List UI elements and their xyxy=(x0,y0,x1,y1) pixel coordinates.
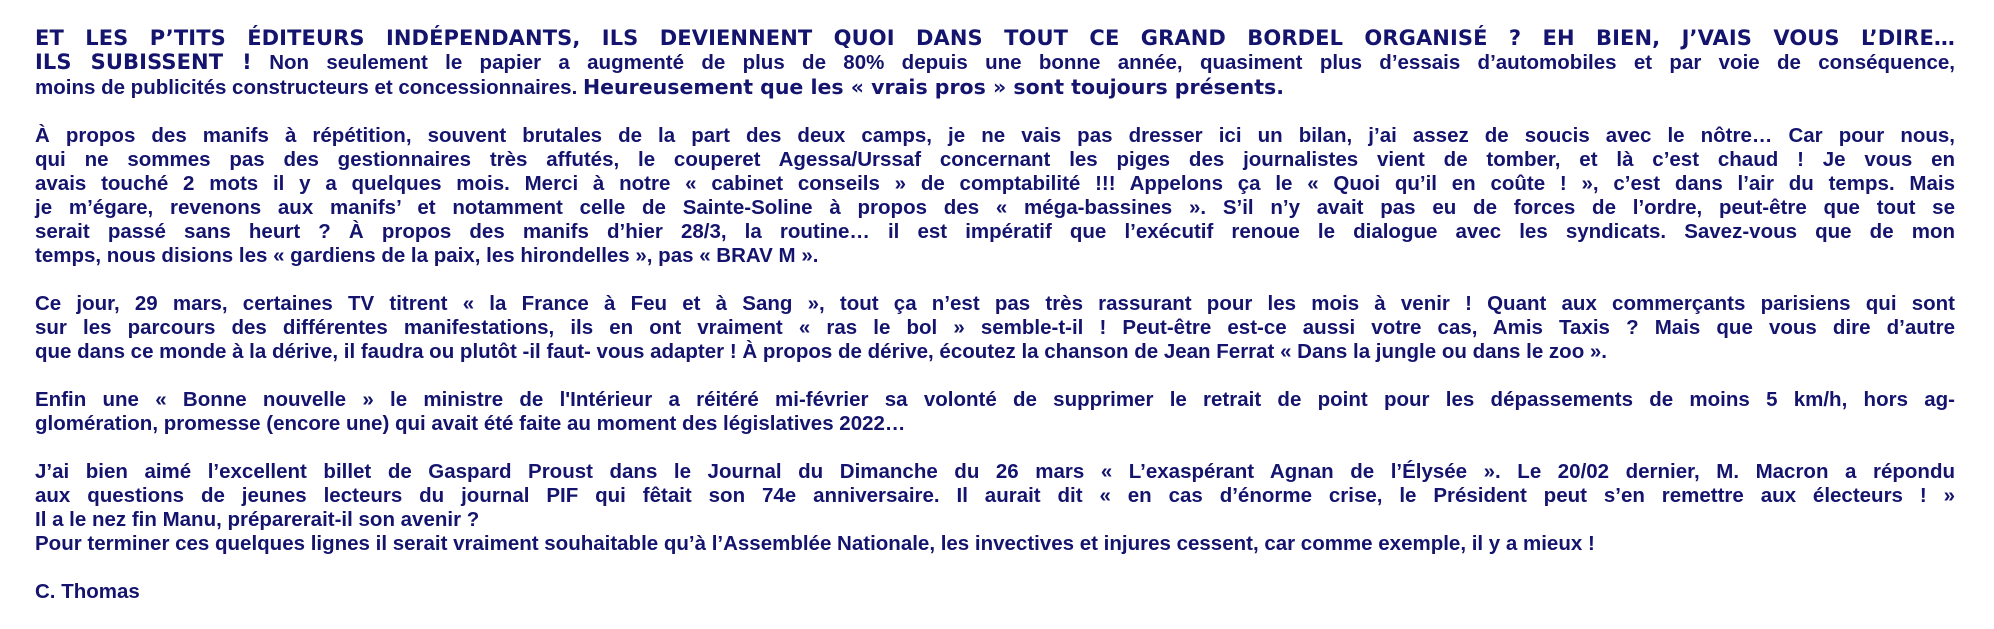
editorial-article xyxy=(35,26,1955,604)
intro-body-2: moins de publicités constructeurs et concessionnaires. xyxy=(35,76,578,99)
para5-line-3: Il a le nez fin Manu, préparerait-il son avenir ? xyxy=(35,508,480,531)
para4-line-1: Enfin une « Bonne nouvelle » le ministre de l'Intérieur a réitéré mi-février sa volonté de supprimer le retrait de point pour les dépassements de moins 5 km/h, hors ag- xyxy=(35,388,1955,411)
para4-line-2: glomération, promesse (encore une) qui avait été faite au moment des législatives 2022… xyxy=(35,412,906,435)
para2-line-4: je m’égare, revenons aux manifs’ et notamment celle de Sainte-Soline à propos des « méga-bassines ». S’il n’y avait pas eu de forces de l’ordre, peut-être que tout se xyxy=(35,196,1955,219)
para5-line-1: J’ai bien aimé l’excellent billet de Gaspard Proust dans le Journal du Dimanche du 26 mars « L’exaspérant Agnan de l’Élysée ». Le 20/02 dernier, M. Macron a répondu xyxy=(35,460,1955,483)
headline: ET LES P’TITS ÉDITEURS INDÉPENDANTS, ILS DEVIENNENT QUOI DANS TOUT CE GRAND BORDEL ORGANISÉ ? EH BIEN, J’VAIS VOUS L’DIRE… xyxy=(35,26,1955,50)
para2-line-3: avais touché 2 mots il y a quelques mois. Merci à notre « cabinet conseils » de comptabilité !!! Appelons ça le « Quoi qu’il en coûte ! », c’est dans l’air du temps. Mais xyxy=(35,172,1955,195)
signature: C. Thomas xyxy=(35,580,140,603)
intro-paragraph xyxy=(35,26,1955,100)
para5-line-2: aux questions de jeunes lecteurs du journal PIF qui fêtait son 74e anniversaire. Il aurait dit « en cas d’énorme crise, le Président peut s’en remettre aux électeurs ! » xyxy=(35,484,1955,507)
paragraph-good-news xyxy=(35,388,1955,436)
para2-line-5: serait passé sans heurt ? À propos des manifs d’hier 28/3, la routine… il est impératif que l’exécutif renoue le dialogue avec les syndicats. Savez-vous que de mon xyxy=(35,220,1955,243)
intro-emphasis: Heureusement que les « vrais pros » sont toujours présents. xyxy=(582,75,1284,99)
lead-text: ILS SUBISSENT ! xyxy=(35,50,252,74)
paragraph-tv xyxy=(35,292,1955,364)
para3-line-1: Ce jour, 29 mars, certaines TV titrent « la France à Feu et à Sang », tout ça n’est pas très rassurant pour les mois à venir ! Quant aux commerçants parisiens qui sont xyxy=(35,292,1955,315)
para3-line-2: sur les parcours des différentes manifestations, ils en ont vraiment « ras le bol » semble-t-il ! Peut-être est-ce aussi votre cas, Amis Taxis ? Mais que vous dire d’autre xyxy=(35,316,1955,339)
para2-line-6: temps, nous disions les « gardiens de la paix, les hirondelles », pas « BRAV M ». xyxy=(35,244,819,267)
paragraph-macron xyxy=(35,460,1955,556)
para2-line-2: qui ne sommes pas des gestionnaires très affutés, le couperet Agessa/Urssaf concernant les piges des journalistes vient de tomber, et là c’est chaud ! Je vous en xyxy=(35,148,1955,171)
para5-closing: Pour terminer ces quelques lignes il serait vraiment souhaitable qu’à l’Assemblée Nationale, les invectives et injures cessent, car comme exemple, il y a mieux ! xyxy=(35,532,1595,555)
para2-line-1: À propos des manifs à répétition, souvent brutales de la part des deux camps, je ne vais pas dresser ici un bilan, j’ai assez de soucis avec le nôtre… Car pour nous, xyxy=(35,124,1955,147)
intro-line-2 xyxy=(35,75,1955,100)
intro-line-1 xyxy=(35,50,1955,75)
para3-line-3: que dans ce monde à la dérive, il faudra ou plutôt -il faut- vous adapter ! À propos de dérive, écoutez la chanson de Jean Ferrat « Dans la jungle ou dans le zoo ». xyxy=(35,340,1608,363)
intro-body: Non seulement le papier a augmenté de plus de 80% depuis une bonne année, quasiment plus d’essais d’automobiles et par voie de conséquence, xyxy=(269,51,1955,74)
paragraph-protests xyxy=(35,124,1955,268)
